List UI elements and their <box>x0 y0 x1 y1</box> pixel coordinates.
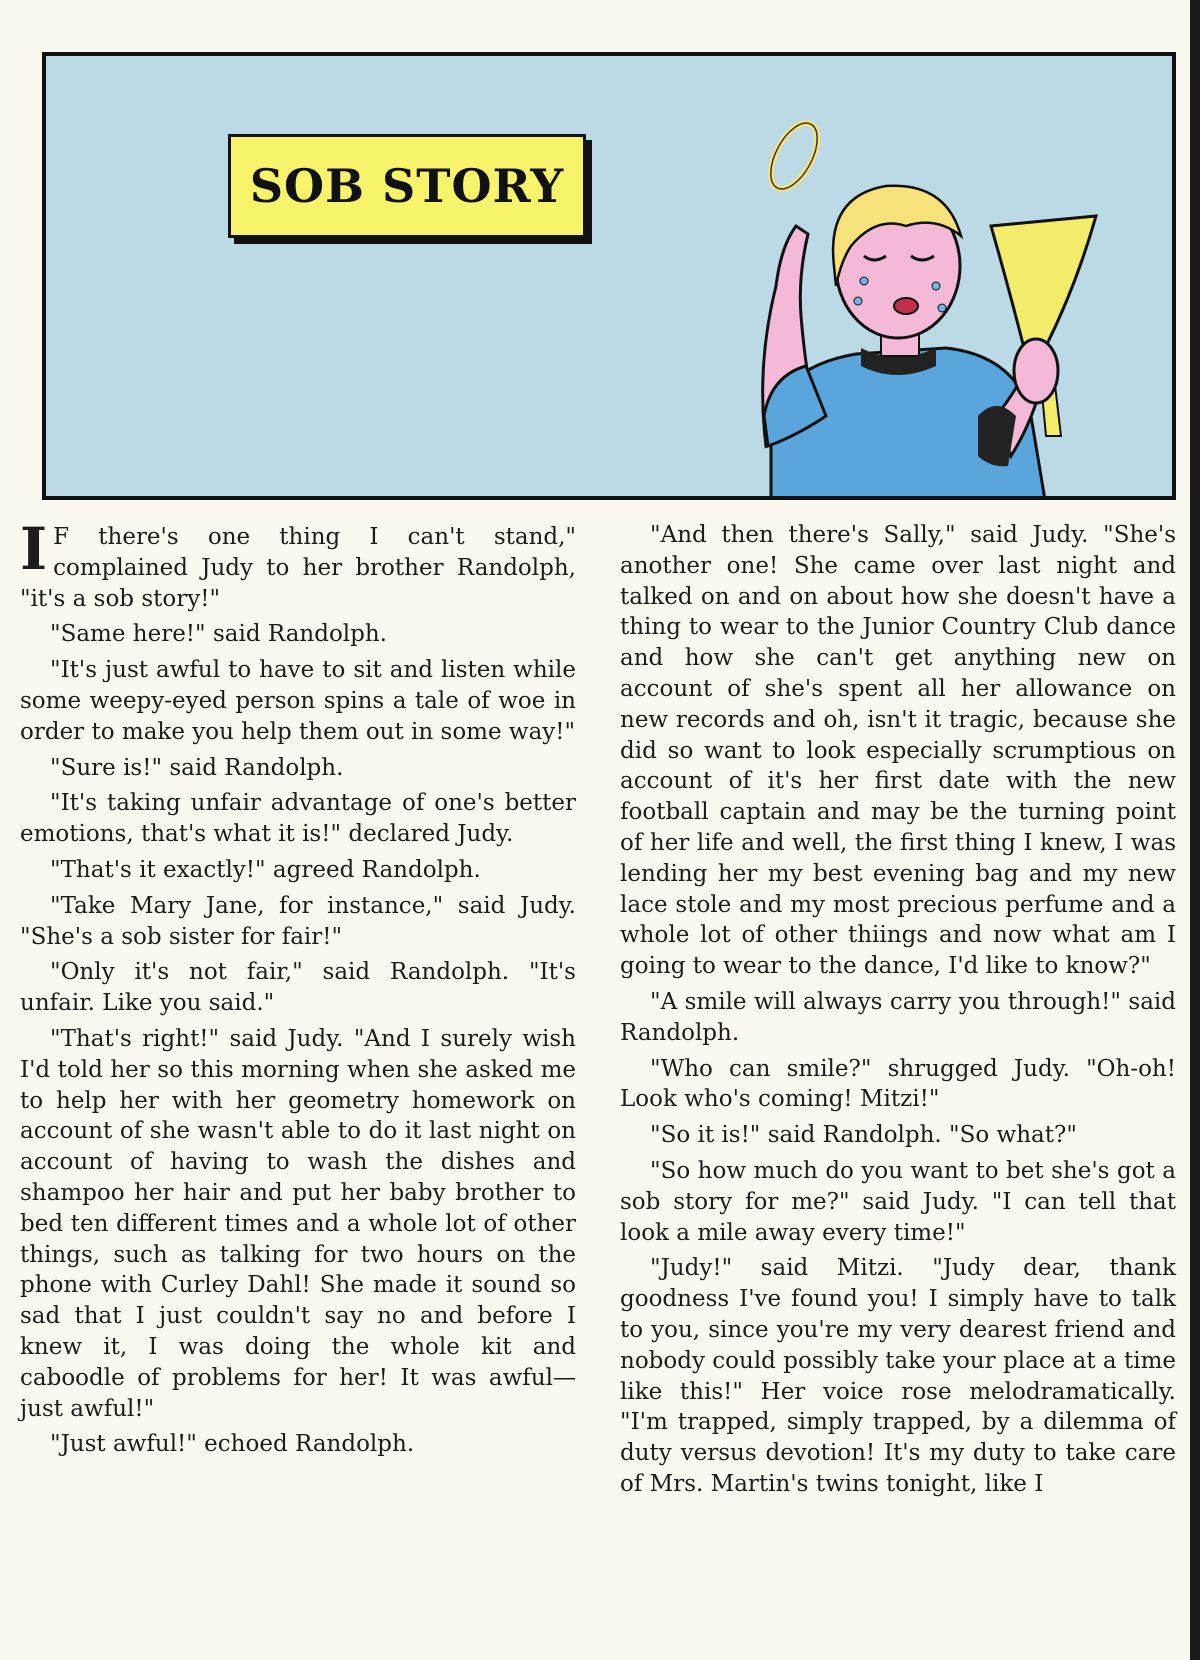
crying-girl-illustration <box>746 116 1146 500</box>
story-text <box>20 515 1176 1647</box>
paragraph: "Take Mary Jane, for instance," said Judy. "She's a sob sister for fair!" <box>20 892 576 950</box>
page-edge <box>1190 0 1200 1660</box>
paragraph: "So how much do you want to bet she's got a sob story for me?" said Judy. "I can tell that look a mile away every time!" <box>620 1157 1176 1246</box>
paragraph: "So it is!" said Randolph. "So what?" <box>650 1122 1077 1149</box>
paragraph: "Same here!" said Randolph. <box>50 621 387 648</box>
drop-cap: I <box>20 515 48 583</box>
story-title: SOB STORY <box>249 159 565 213</box>
illustration-panel <box>42 52 1176 500</box>
paragraph: "Just awful!" echoed Randolph. <box>50 1431 415 1458</box>
paragraph: "That's right!" said Judy. "And I surely wish I'd told her so this morning when she asked me to help her with her geometry homework on account of she wasn't able to do it last night on account of having to wash the dishes and shampoo her hair and put her baby brother to bed ten different times and a whole lot of other things, such as talking for two hours on the phone with Curley Dahl! She made it sound so sad that I just couldn't say no and before I knew it, I was doing the whole kit and caboodle of problems for her! It was awful—just awful!" <box>20 1025 576 1422</box>
paragraph: "Judy!" said Mitzi. "Judy dear, thank goodness I've found you! I simply have to talk to you, since you're my very dearest friend and nobody could possibly take your place at a time like this!" Her voice rose melodramatically. "I'm trapped, simply trapped, by a dilemma of duty versus devotion! It's my duty to take care of Mrs. Martin's twins tonight, like I <box>620 1255 1176 1497</box>
paragraph: "Only it's not fair," said Randolph. "It's unfair. Like you said." <box>20 959 576 1017</box>
paragraph: "Sure is!" said Randolph. <box>50 754 344 781</box>
title-box <box>228 134 586 238</box>
paragraph: "It's taking unfair advantage of one's better emotions, that's what it is!" declared Judy. <box>20 790 576 848</box>
handkerchief-icon <box>991 216 1096 359</box>
paragraph: "Who can smile?" shrugged Judy. "Oh-oh! Look who's coming! Mitzi!" <box>620 1055 1176 1113</box>
paragraph: "It's just awful to have to sit and listen while some weepy-eyed person spins a tale of woe in order to make you help them out in some way!" <box>20 657 576 745</box>
paragraph: "A smile will always carry you through!" said Randolph. <box>620 988 1176 1046</box>
paragraph: "That's it exactly!" agreed Randolph. <box>50 856 481 883</box>
paragraph: I F there's one thing I can't stand," complained Judy to her brother Randolph, "it's a sob story!" <box>20 515 576 612</box>
right-column <box>620 522 1176 1647</box>
left-column <box>20 515 576 1647</box>
paragraph: "And then there's Sally," said Judy. "She's another one! She came over last night and talked on and on about how she doesn't have a thing to wear to the Junior Country Club dance and how she can't get anything new on account of she's spent all her allowance on new records and oh, isn't it tragic, because she did so want to look especially scrumptious on account of it's her first date with the new football captain and may be the turning point of her life and well, the first thing I knew, I was lending her my best evening bag and my new lace stole and my most precious perfume and a whole lot of other thiings and now what am I going to wear to the dance, I'd like to know?" <box>620 522 1176 980</box>
